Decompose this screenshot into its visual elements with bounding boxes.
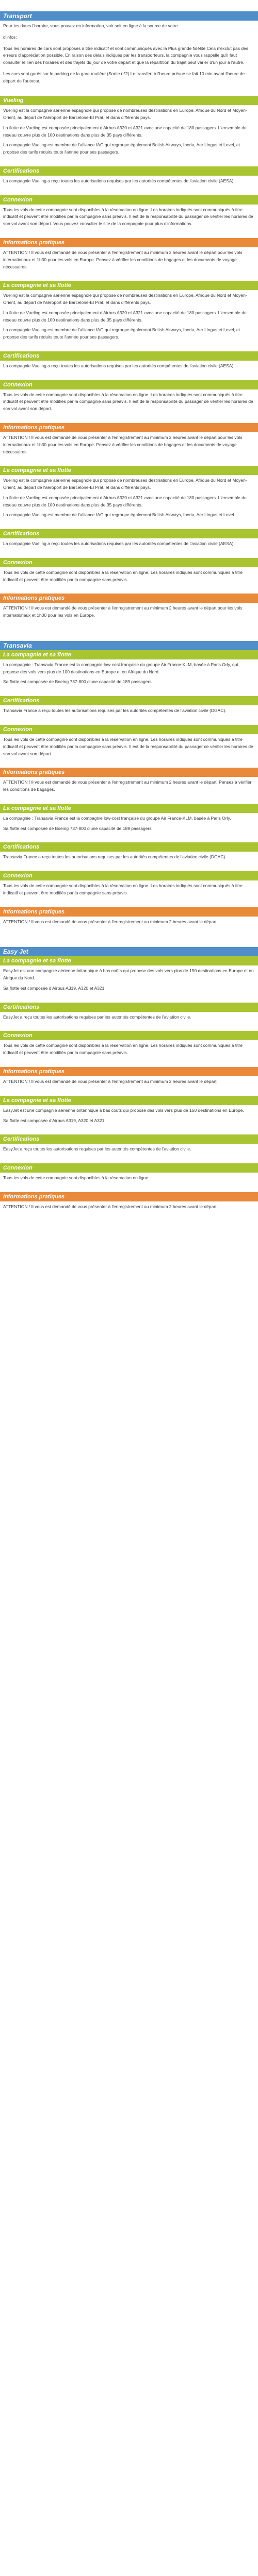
connexion-text-section — [0, 205, 258, 238]
page-root — [0, 11, 258, 1262]
certifications-text: La compagnie Vueling a reçu toutes les autorisations requises par les autorités compétentes de l'aviation civile (AESA). — [3, 178, 235, 183]
connexion-text-section — [0, 1040, 258, 1067]
company-header: La compagnie et sa flotte — [0, 650, 258, 659]
category-header: Transavia — [0, 641, 258, 650]
certifications-header: Certifications — [0, 1003, 258, 1012]
info-text: ATTENTION ! Il vous est demandé de vous présenter à l'enregistrement au minimum 2 heures avant le départ. — [3, 1204, 218, 1209]
connexion-header: Connexion — [0, 1163, 258, 1173]
company-description — [0, 965, 258, 1002]
certifications-text-section — [0, 1012, 258, 1031]
company-description — [0, 105, 258, 166]
connexion-text: Tous les vols de cette compagnie sont disponibles à la réservation en ligne. Les horaires indiqués sont communiqués à titre indicatif et peuvent être modifiés par la compagnie sans préavis. Il est de la responsabilité du passager de vérifier les horaires de son vol avant son départ. — [3, 392, 253, 412]
certifications-text-section — [0, 852, 258, 871]
info-text: ATTENTION ! Il vous est demandé de vous présenter à l'enregistrement au minimum 2 heures avant le départ. — [3, 919, 218, 924]
connexion-header: Connexion — [0, 380, 258, 389]
description-paragraph: La compagnie Vueling est membre de l'alliance IAG qui regroupe également British Airways, Iberia, Aer Lingus et Level, et propose des tarifs réduits toute l'année pour ses passagers. — [3, 327, 240, 340]
company-header: La compagnie et sa flotte — [0, 281, 258, 290]
company-description — [0, 475, 258, 529]
info-header: Informations pratiques — [0, 907, 258, 917]
info-header: Informations pratiques — [0, 238, 258, 247]
connexion-text-section — [0, 389, 258, 423]
connexion-text: Tous les vols de cette compagnie sont disponibles à la réservation en ligne. — [3, 1175, 150, 1181]
info-text-section — [0, 917, 258, 936]
certifications-header: Certifications — [0, 842, 258, 852]
connexion-header: Connexion — [0, 558, 258, 567]
description-paragraph: EasyJet est une compagnie aérienne britannique à bas coûts qui propose des vols vers plus de 150 destinations en Europe. — [3, 1107, 244, 1113]
info-header: Informations pratiques — [0, 594, 258, 603]
company-description — [0, 659, 258, 696]
connexion-text: Tous les vols de cette compagnie sont disponibles à la réservation en ligne. Les horaires indiqués sont communiqués à titre indicatif et peuvent être modifiés par la compagnie sans préavis. — [3, 883, 243, 895]
description-paragraph: Sa flotte est composée d'Airbus A319, A320 et A321. — [3, 1117, 106, 1123]
description-paragraph: La flotte de Vueling est composée principalement d'Airbus A320 et A321 avec une capacité de 180 passagers. L'ensemble du réseau couvre plus de 100 destinations dans plus de 35 pays différents. — [3, 310, 247, 323]
info-text-section — [0, 1076, 258, 1096]
company-description — [0, 813, 258, 843]
info-text-section — [0, 1201, 258, 1221]
description-paragraph: Vueling est la compagnie aérienne espagnole qui propose de nombreuses destinations en Europe, Afrique du Nord et Moyen-Orient, au départ de l'aéroport de Barcelone-El Prat, et dans différents pays. — [3, 478, 247, 490]
info-header: Informations pratiques — [0, 768, 258, 777]
certifications-text: EasyJet a reçu toutes les autorisations requises par les autorités compétentes de l'aviation civile. — [3, 1146, 191, 1152]
info-text: ATTENTION ! Il vous est demandé de vous présenter à l'enregistrement au minimum 2 heures avant le départ. Pensez à vérifier les conditions de bagages. — [3, 779, 252, 792]
certifications-text-section — [0, 361, 258, 380]
info-text-section — [0, 432, 258, 466]
description-paragraph: Vueling est la compagnie aérienne espagnole qui propose de nombreuses destinations en Europe, Afrique du Nord et Moyen-Orient, au départ de l'aéroport de Barcelone-El Prat, et dans différents pays. — [3, 293, 247, 306]
info-header: Informations pratiques — [0, 423, 258, 432]
certifications-text-section — [0, 176, 258, 195]
description-paragraph: EasyJet est une compagnie aérienne britannique à bas coûts qui propose des vols vers plus de 150 destinations en Europe et en Afrique du Nord. — [3, 968, 254, 981]
certifications-text-section — [0, 1144, 258, 1163]
description-paragraph: Sa flotte est composée de Boeing 737-800 d'une capacité de 189 passagers. — [3, 679, 153, 685]
company-header: La compagnie et sa flotte — [0, 466, 258, 475]
description-paragraph: La compagnie : Transavia France est la compagnie low-cost française du groupe Air France-KLM, basée à Paris Orly. — [3, 815, 231, 821]
certifications-text: Transavia France a reçu toutes les autorisations requises par les autorités compétentes de l'aviation civile (DGAC). — [3, 708, 227, 714]
intro-paragraph: Pour les dates l'horaire, vous pouvez en information, voir soit en ligne à la source de votre — [3, 23, 178, 28]
info-text: ATTENTION ! Il vous est demandé de vous présenter à l'enregistrement au minimum 2 heures avant le départ pour les vols internationaux et 1h30 pour les vols en Europe. Pensez à vérifier les conditions de bagages et les documents de voyage nécessaires. — [3, 250, 243, 269]
description-paragraph: Sa flotte est composée d'Airbus A319, A320 et A321. — [3, 985, 106, 991]
certifications-text: EasyJet a reçu toutes les autorisations requises par les autorités compétentes de l'aviation civile. — [3, 1014, 191, 1020]
info-text-section — [0, 777, 258, 804]
certifications-text: La compagnie Vueling a reçu toutes les autorisations requises par les autorités compétentes de l'aviation civile (AESA). — [3, 541, 235, 547]
connexion-text-section — [0, 1173, 258, 1192]
description-paragraph: La compagnie Vueling est membre de l'alliance IAG qui regroupe également British Airways, Iberia, Aer Lingus et Level, et propose des tarifs réduits toute l'année pour ses passagers. — [3, 142, 240, 155]
certifications-header: Certifications — [0, 529, 258, 538]
description-paragraph: La compagnie : Transavia France est la compagnie low-cost française du groupe Air France-KLM, basée à Paris Orly, qui propose des vols vers plus de 100 destinations en Europe et en Afrique du Nord. — [3, 662, 238, 674]
connexion-text: Tous les vols de cette compagnie sont disponibles à la réservation en ligne. Les horaires indiqués sont communiqués à titre indicatif et peuvent être modifiés par la compagnie sans préavis. — [3, 569, 243, 582]
description-paragraph: La compagnie Vueling est membre de l'alliance IAG qui regroupe également British Airways, Iberia, Aer Lingus et Level. — [3, 512, 235, 518]
certifications-header: Certifications — [0, 351, 258, 361]
company-header: Vueling — [0, 96, 258, 105]
description-paragraph: La flotte de Vueling est composée principalement d'Airbus A320 et A321 avec une capacité de 180 passagers. L'ensemble du réseau couvre plus de 100 destinations dans plus de 35 pays différents. — [3, 125, 247, 138]
certifications-header: Certifications — [0, 696, 258, 705]
connexion-text-section — [0, 880, 258, 907]
certifications-header: Certifications — [0, 166, 258, 176]
intro-paragraph: Tous les horaires de cars sont proposés à titre indicatif et sont communiqués avec la Plus grande fidélité Cela n'exclut pas des erreurs d'appréciation possible. En raison des délais indiqués par les transporteurs, la compagnie vous rappelle qu'il faut consulter le lien des horaires et des trajets du jour de votre départ et que la répartition du trajet peut varier d'un jour à l'autre. — [3, 45, 249, 65]
category-header: Transport — [0, 11, 258, 21]
connexion-header: Connexion — [0, 871, 258, 880]
connexion-text-section — [0, 567, 258, 594]
company-header: La compagnie et sa flotte — [0, 804, 258, 813]
description-paragraph: Vueling est la compagnie aérienne espagnole qui propose de nombreuses destinations en Europe, Afrique du Nord et Moyen-Orient, au départ de l'aéroport de Barcelone-El Prat, et dans différents pays. — [3, 108, 247, 121]
category-header: Easy Jet — [0, 947, 258, 956]
description-paragraph: La flotte de Vueling est composée principalement d'Airbus A320 et A321 avec une capacité de 180 passagers. L'ensemble du réseau couvre plus de 100 destinations dans plus de 35 pays différents. — [3, 495, 247, 507]
info-text: ATTENTION ! Il vous est demandé de vous présenter à l'enregistrement au minimum 2 heures avant le départ. — [3, 1079, 218, 1084]
info-text-section — [0, 603, 258, 630]
certifications-text-section — [0, 705, 258, 725]
connexion-header: Connexion — [0, 1031, 258, 1040]
connexion-header: Connexion — [0, 195, 258, 205]
description-paragraph: Sa flotte est composée de Boeing 737-800 d'une capacité de 189 passagers. — [3, 825, 153, 831]
company-description — [0, 1105, 258, 1135]
intro-paragraph: Les cars sont garés sur le parking de la gare routière (Sortie n°2) Le transfert à l'heure prévue se fait 10 min avant l'heure de départ de l'autocar. — [3, 71, 245, 83]
connexion-header: Connexion — [0, 725, 258, 734]
connexion-text-section — [0, 734, 258, 768]
info-text-section — [0, 247, 258, 281]
certifications-text: La compagnie Vueling a reçu toutes les autorisations requises par les autorités compétentes de l'aviation civile (AESA). — [3, 363, 235, 368]
info-header: Informations pratiques — [0, 1067, 258, 1076]
connexion-text: Tous les vols de cette compagnie sont disponibles à la réservation en ligne. Les horaires indiqués sont communiqués à titre indicatif et peuvent être modifiés par la compagnie sans préavis. Il est de la responsabilité du passager de vérifier les horaires de son vol avant son départ. Vous pouvez consulter le site de la compagnie pour plus d'informations. — [3, 207, 253, 227]
intro-paragraph: d'infos: — [3, 34, 17, 40]
category-intro — [0, 21, 258, 96]
info-header: Informations pratiques — [0, 1192, 258, 1201]
certifications-text: Transavia France a reçu toutes les autorisations requises par les autorités compétentes de l'aviation civile (DGAC). — [3, 854, 227, 860]
connexion-text: Tous les vols de cette compagnie sont disponibles à la réservation en ligne. Les horaires indiqués sont communiqués à titre indicatif et peuvent être modifiés par la compagnie sans préavis. Il est de la responsabilité du passager de vérifier les horaires de son vol avant son départ. — [3, 736, 253, 756]
company-header: La compagnie et sa flotte — [0, 1096, 258, 1105]
info-text: ATTENTION ! Il vous est demandé de vous présenter à l'enregistrement au minimum 2 heures avant le départ pour les vols internationaux et 1h30 pour les vols en Europe. Pensez à vérifier les conditions de bagages et les documents de voyage nécessaires. — [3, 434, 243, 454]
company-header: La compagnie et sa flotte — [0, 956, 258, 965]
company-description — [0, 290, 258, 351]
connexion-text: Tous les vols de cette compagnie sont disponibles à la réservation en ligne. Les horaires indiqués sont communiqués à titre indicatif et peuvent être modifiés par la compagnie sans préavis. — [3, 1043, 243, 1056]
info-text: ATTENTION ! Il vous est demandé de vous présenter à l'enregistrement au minimum 2 heures avant le départ pour les vols internationaux et 1h30 pour les vols en Europe. — [3, 605, 243, 618]
certifications-text-section — [0, 538, 258, 558]
certifications-header: Certifications — [0, 1134, 258, 1144]
